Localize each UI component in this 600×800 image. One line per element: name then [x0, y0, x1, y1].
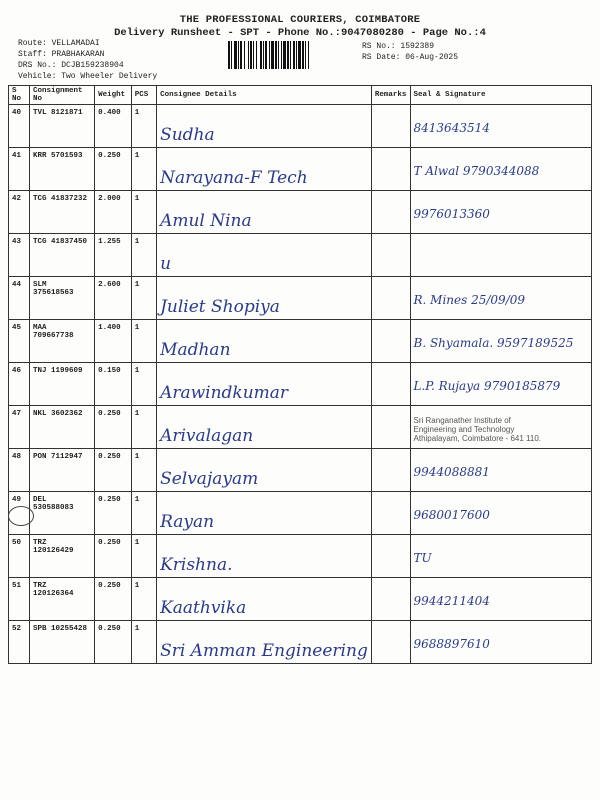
row-signature	[410, 191, 591, 234]
row-consignment-no-text: TCG 41837232	[32, 195, 87, 203]
row-pcs	[131, 621, 156, 664]
row-weight-text: 2.600	[98, 281, 121, 289]
row-consignment-no-text: TNJ 1199609	[32, 367, 83, 375]
row-sno-text: 51	[12, 582, 22, 590]
row-weight-text: 0.250	[98, 152, 121, 160]
barcode-bar	[260, 41, 262, 69]
row-remarks	[371, 234, 410, 277]
table-row	[9, 105, 592, 148]
row-sno-text: 47	[12, 410, 22, 418]
row-sno-text: 43	[12, 238, 22, 246]
row-pcs	[131, 191, 156, 234]
row-consignee	[157, 535, 372, 578]
row-consignment-no	[29, 105, 94, 148]
institute-stamp-line: Engineering and Technology	[413, 424, 515, 434]
row-consignment-no-text: TVL 8121871	[32, 109, 83, 117]
table-row	[9, 492, 592, 535]
row-consignment-no-text: DEL 530588083	[32, 496, 74, 512]
row-weight-text: 0.400	[98, 109, 121, 117]
row-pcs-text: 1	[134, 281, 140, 289]
runsheet-info-right	[362, 41, 458, 63]
row-weight	[95, 105, 132, 148]
row-consignee-text: Arivalagan	[160, 426, 254, 446]
row-weight	[95, 535, 132, 578]
row-pcs	[131, 578, 156, 621]
row-consignment-no-text: TRZ 120126364	[32, 582, 74, 598]
row-consignee	[157, 363, 372, 406]
runsheet-info-left	[18, 38, 157, 82]
row-remarks	[371, 449, 410, 492]
row-signature-text: L.P. Rujaya 9790185879	[413, 379, 561, 393]
barcode-bar	[290, 41, 291, 69]
row-consignee-text: u	[160, 254, 172, 274]
row-sno	[9, 535, 30, 578]
row-signature-text: 9944088881	[413, 465, 490, 479]
row-signature-text: R. Mines 25/09/09	[413, 293, 526, 307]
row-weight	[95, 191, 132, 234]
row-sno-text: 49	[12, 496, 22, 504]
barcode-bar	[296, 41, 297, 69]
row-signature	[410, 621, 591, 664]
row-consignment-no	[29, 535, 94, 578]
row-sno-text: 40	[12, 109, 22, 117]
col-sno: S No	[9, 86, 30, 105]
row-consignment-no-text: SLM 375618563	[32, 281, 74, 297]
row-signature-text: TU	[413, 551, 432, 565]
barcode-bar	[238, 41, 239, 69]
row-sno	[9, 234, 30, 277]
row-consignee-text: Kaathvika	[160, 598, 247, 618]
row-consignee	[157, 148, 372, 191]
row-pcs-text: 1	[134, 324, 140, 332]
row-pcs-text: 1	[134, 109, 140, 117]
row-pcs-text: 1	[134, 367, 140, 375]
col-pcs: PCS	[131, 86, 156, 105]
table-row	[9, 621, 592, 664]
row-sno-text: 45	[12, 324, 22, 332]
row-sno	[9, 105, 30, 148]
barcode-bar	[228, 41, 230, 69]
row-consignee	[157, 105, 372, 148]
barcode-bar	[265, 41, 267, 69]
row-consignee-text: Arawindkumar	[160, 383, 289, 403]
row-consignment-no-text: PON 7112947	[32, 453, 83, 461]
row-signature	[410, 234, 591, 277]
col-consignment: Consignment No	[29, 86, 94, 105]
col-remarks: Remarks	[371, 86, 410, 105]
row-sno-text: 52	[12, 625, 22, 633]
row-signature	[410, 105, 591, 148]
row-consignee-text: Rayan	[160, 512, 215, 532]
row-pcs	[131, 148, 156, 191]
row-sno-text: 46	[12, 367, 22, 375]
row-consignment-no	[29, 148, 94, 191]
row-signature-text: 9944211404	[413, 594, 490, 608]
runsheet-table	[8, 85, 592, 664]
row-consignee	[157, 320, 372, 363]
row-consignee-text: Krishna.	[160, 555, 233, 575]
row-consignment-no-text: TCG 41837450	[32, 238, 87, 246]
institute-stamp-line: Athipalayam, Coimbatore - 641 110.	[413, 433, 541, 443]
row-consignee-text: Sri Amman Engineering	[160, 641, 368, 661]
row-remarks	[371, 191, 410, 234]
row-sno	[9, 406, 30, 449]
barcode-bar	[278, 41, 279, 69]
row-remarks	[371, 320, 410, 363]
row-consignment-no	[29, 363, 94, 406]
row-signature	[410, 535, 591, 578]
row-consignee-text: Madhan	[160, 340, 231, 360]
row-weight	[95, 621, 132, 664]
row-weight	[95, 320, 132, 363]
row-consignee	[157, 578, 372, 621]
barcode-bar	[256, 41, 257, 69]
row-consignment-no	[29, 234, 94, 277]
row-remarks	[371, 105, 410, 148]
drs-number: DRS No.: DCJB159238904	[18, 61, 124, 70]
row-consignment-no	[29, 621, 94, 664]
runsheet-subtitle: Delivery Runsheet - SPT - Phone No.:9047080280 - Page No.:4	[114, 27, 486, 39]
row-weight-text: 0.250	[98, 410, 121, 418]
row-remarks	[371, 363, 410, 406]
barcode-bar	[244, 41, 245, 69]
barcode-bar	[250, 41, 252, 69]
row-pcs	[131, 363, 156, 406]
row-remarks	[371, 578, 410, 621]
row-signature	[410, 277, 591, 320]
row-remarks	[371, 406, 410, 449]
col-consignee: Consignee Details	[157, 86, 372, 105]
row-consignee	[157, 449, 372, 492]
row-pcs-text: 1	[134, 410, 140, 418]
row-signature-text: 9976013360	[413, 207, 490, 221]
table-row	[9, 277, 592, 320]
row-weight	[95, 578, 132, 621]
row-pcs-text: 1	[134, 539, 140, 547]
row-consignment-no	[29, 492, 94, 535]
row-pcs	[131, 535, 156, 578]
row-pcs-text: 1	[134, 453, 140, 461]
row-pcs-text: 1	[134, 238, 140, 246]
row-consignment-no	[29, 191, 94, 234]
barcode-bar	[269, 41, 270, 69]
institute-stamp-line: Sri Ranganather Institute of	[413, 415, 511, 425]
barcode-bar	[271, 41, 274, 69]
row-pcs-text: 1	[134, 195, 140, 203]
barcode-bar	[263, 41, 264, 69]
row-weight-text: 1.400	[98, 324, 121, 332]
row-weight	[95, 406, 132, 449]
row-sno	[9, 449, 30, 492]
row-signature	[410, 406, 591, 449]
row-weight	[95, 363, 132, 406]
row-sno-text: 50	[12, 539, 22, 547]
row-consignee	[157, 621, 372, 664]
staff-label: Staff: PRABHAKARAN	[18, 50, 105, 59]
table-row	[9, 578, 592, 621]
row-weight	[95, 492, 132, 535]
row-pcs	[131, 320, 156, 363]
col-weight: Weight	[95, 86, 132, 105]
row-signature-text: B. Shyamala. 9597189525	[413, 336, 574, 350]
table-header-row	[9, 86, 592, 105]
row-sno-text: 42	[12, 195, 22, 203]
row-weight-text: 2.000	[98, 195, 121, 203]
row-signature	[410, 578, 591, 621]
rs-number: RS No.: 1592389	[362, 42, 435, 51]
row-consignee-text: Amul Nina	[160, 211, 252, 231]
company-title: THE PROFESSIONAL COURIERS, COIMBATORE	[179, 14, 421, 26]
row-weight	[95, 449, 132, 492]
table-row	[9, 449, 592, 492]
row-pcs	[131, 234, 156, 277]
row-remarks	[371, 148, 410, 191]
row-pcs	[131, 406, 156, 449]
row-consignment-no-text: KRR 5701593	[32, 152, 83, 160]
barcode-bar	[302, 41, 304, 69]
table-row	[9, 148, 592, 191]
barcode-bar	[240, 41, 242, 69]
row-sno	[9, 578, 30, 621]
barcode-bar	[293, 41, 295, 69]
barcode-bar	[298, 41, 301, 69]
row-weight-text: 0.250	[98, 496, 121, 504]
row-signature-text: 9688897610	[413, 637, 490, 651]
row-consignment-no	[29, 277, 94, 320]
vehicle-label: Vehicle: Two Wheeler Delivery	[18, 72, 158, 81]
table-row	[9, 363, 592, 406]
row-weight-text: 0.150	[98, 367, 121, 375]
row-consignee-text: Narayana-F Tech	[160, 168, 308, 188]
row-remarks	[371, 621, 410, 664]
row-pcs-text: 1	[134, 152, 140, 160]
table-row	[9, 234, 592, 277]
row-consignment-no-text: NKL 3602362	[32, 410, 83, 418]
barcode-bar	[281, 41, 282, 69]
row-sno	[9, 191, 30, 234]
row-weight	[95, 148, 132, 191]
row-signature-text: T Alwal 9790344088	[413, 164, 540, 178]
row-pcs-text: 1	[134, 496, 140, 504]
row-signature	[410, 449, 591, 492]
barcode-bar	[308, 41, 309, 69]
barcode-bar	[231, 41, 232, 69]
row-pcs	[131, 449, 156, 492]
barcode-bar	[248, 41, 249, 69]
row-sno	[9, 363, 30, 406]
rs-date: RS Date: 06-Aug-2025	[362, 53, 459, 62]
table-row	[9, 406, 592, 449]
barcode-bar	[283, 41, 286, 69]
table-row	[9, 191, 592, 234]
row-weight	[95, 234, 132, 277]
row-pcs	[131, 277, 156, 320]
row-consignment-no-text: TRZ 120126429	[32, 539, 74, 555]
row-signature-text: 8413643514	[413, 121, 490, 135]
row-sno	[9, 277, 30, 320]
row-consignee	[157, 277, 372, 320]
row-signature-text: 9680017600	[413, 508, 490, 522]
row-weight	[95, 277, 132, 320]
barcode-bar	[287, 41, 289, 69]
row-pcs	[131, 492, 156, 535]
row-sno-text: 41	[12, 152, 22, 160]
row-consignment-no	[29, 578, 94, 621]
row-weight-text: 0.250	[98, 539, 121, 547]
row-consignment-no	[29, 320, 94, 363]
row-signature	[410, 148, 591, 191]
row-50-circle-mark	[8, 506, 34, 526]
row-consignee	[157, 406, 372, 449]
row-weight-text: 0.250	[98, 625, 121, 633]
barcode-image	[228, 41, 358, 69]
row-sno	[9, 148, 30, 191]
row-consignee-text: Sudha	[160, 125, 215, 145]
table-row	[9, 320, 592, 363]
row-consignee-text: Juliet Shopiya	[160, 297, 280, 317]
row-pcs	[131, 105, 156, 148]
row-pcs-text: 1	[134, 582, 140, 590]
col-signature: Seal & Signature	[410, 86, 591, 105]
barcode-bar	[305, 41, 306, 69]
row-sno-text: 48	[12, 453, 22, 461]
row-sno	[9, 621, 30, 664]
table-row	[9, 535, 592, 578]
row-signature	[410, 492, 591, 535]
row-weight-text: 1.255	[98, 238, 121, 246]
row-consignment-no	[29, 406, 94, 449]
row-consignment-no-text: MAA 709667738	[32, 324, 74, 340]
row-sno-text: 44	[12, 281, 22, 289]
row-consignment-no-text: SPB 10255428	[32, 625, 87, 633]
barcode-bar	[234, 41, 237, 69]
barcode-bar	[275, 41, 277, 69]
row-remarks	[371, 492, 410, 535]
row-consignee	[157, 191, 372, 234]
row-signature	[410, 363, 591, 406]
row-pcs-text: 1	[134, 625, 140, 633]
route-label: Route: VELLAMADAI	[18, 39, 100, 48]
row-remarks	[371, 535, 410, 578]
row-remarks	[371, 277, 410, 320]
row-weight-text: 0.250	[98, 453, 121, 461]
row-signature	[410, 320, 591, 363]
barcode-bar	[253, 41, 254, 69]
row-consignee	[157, 234, 372, 277]
row-weight-text: 0.250	[98, 582, 121, 590]
row-consignee	[157, 492, 372, 535]
row-sno	[9, 320, 30, 363]
row-consignee-text: Selvajayam	[160, 469, 259, 489]
row-consignment-no	[29, 449, 94, 492]
